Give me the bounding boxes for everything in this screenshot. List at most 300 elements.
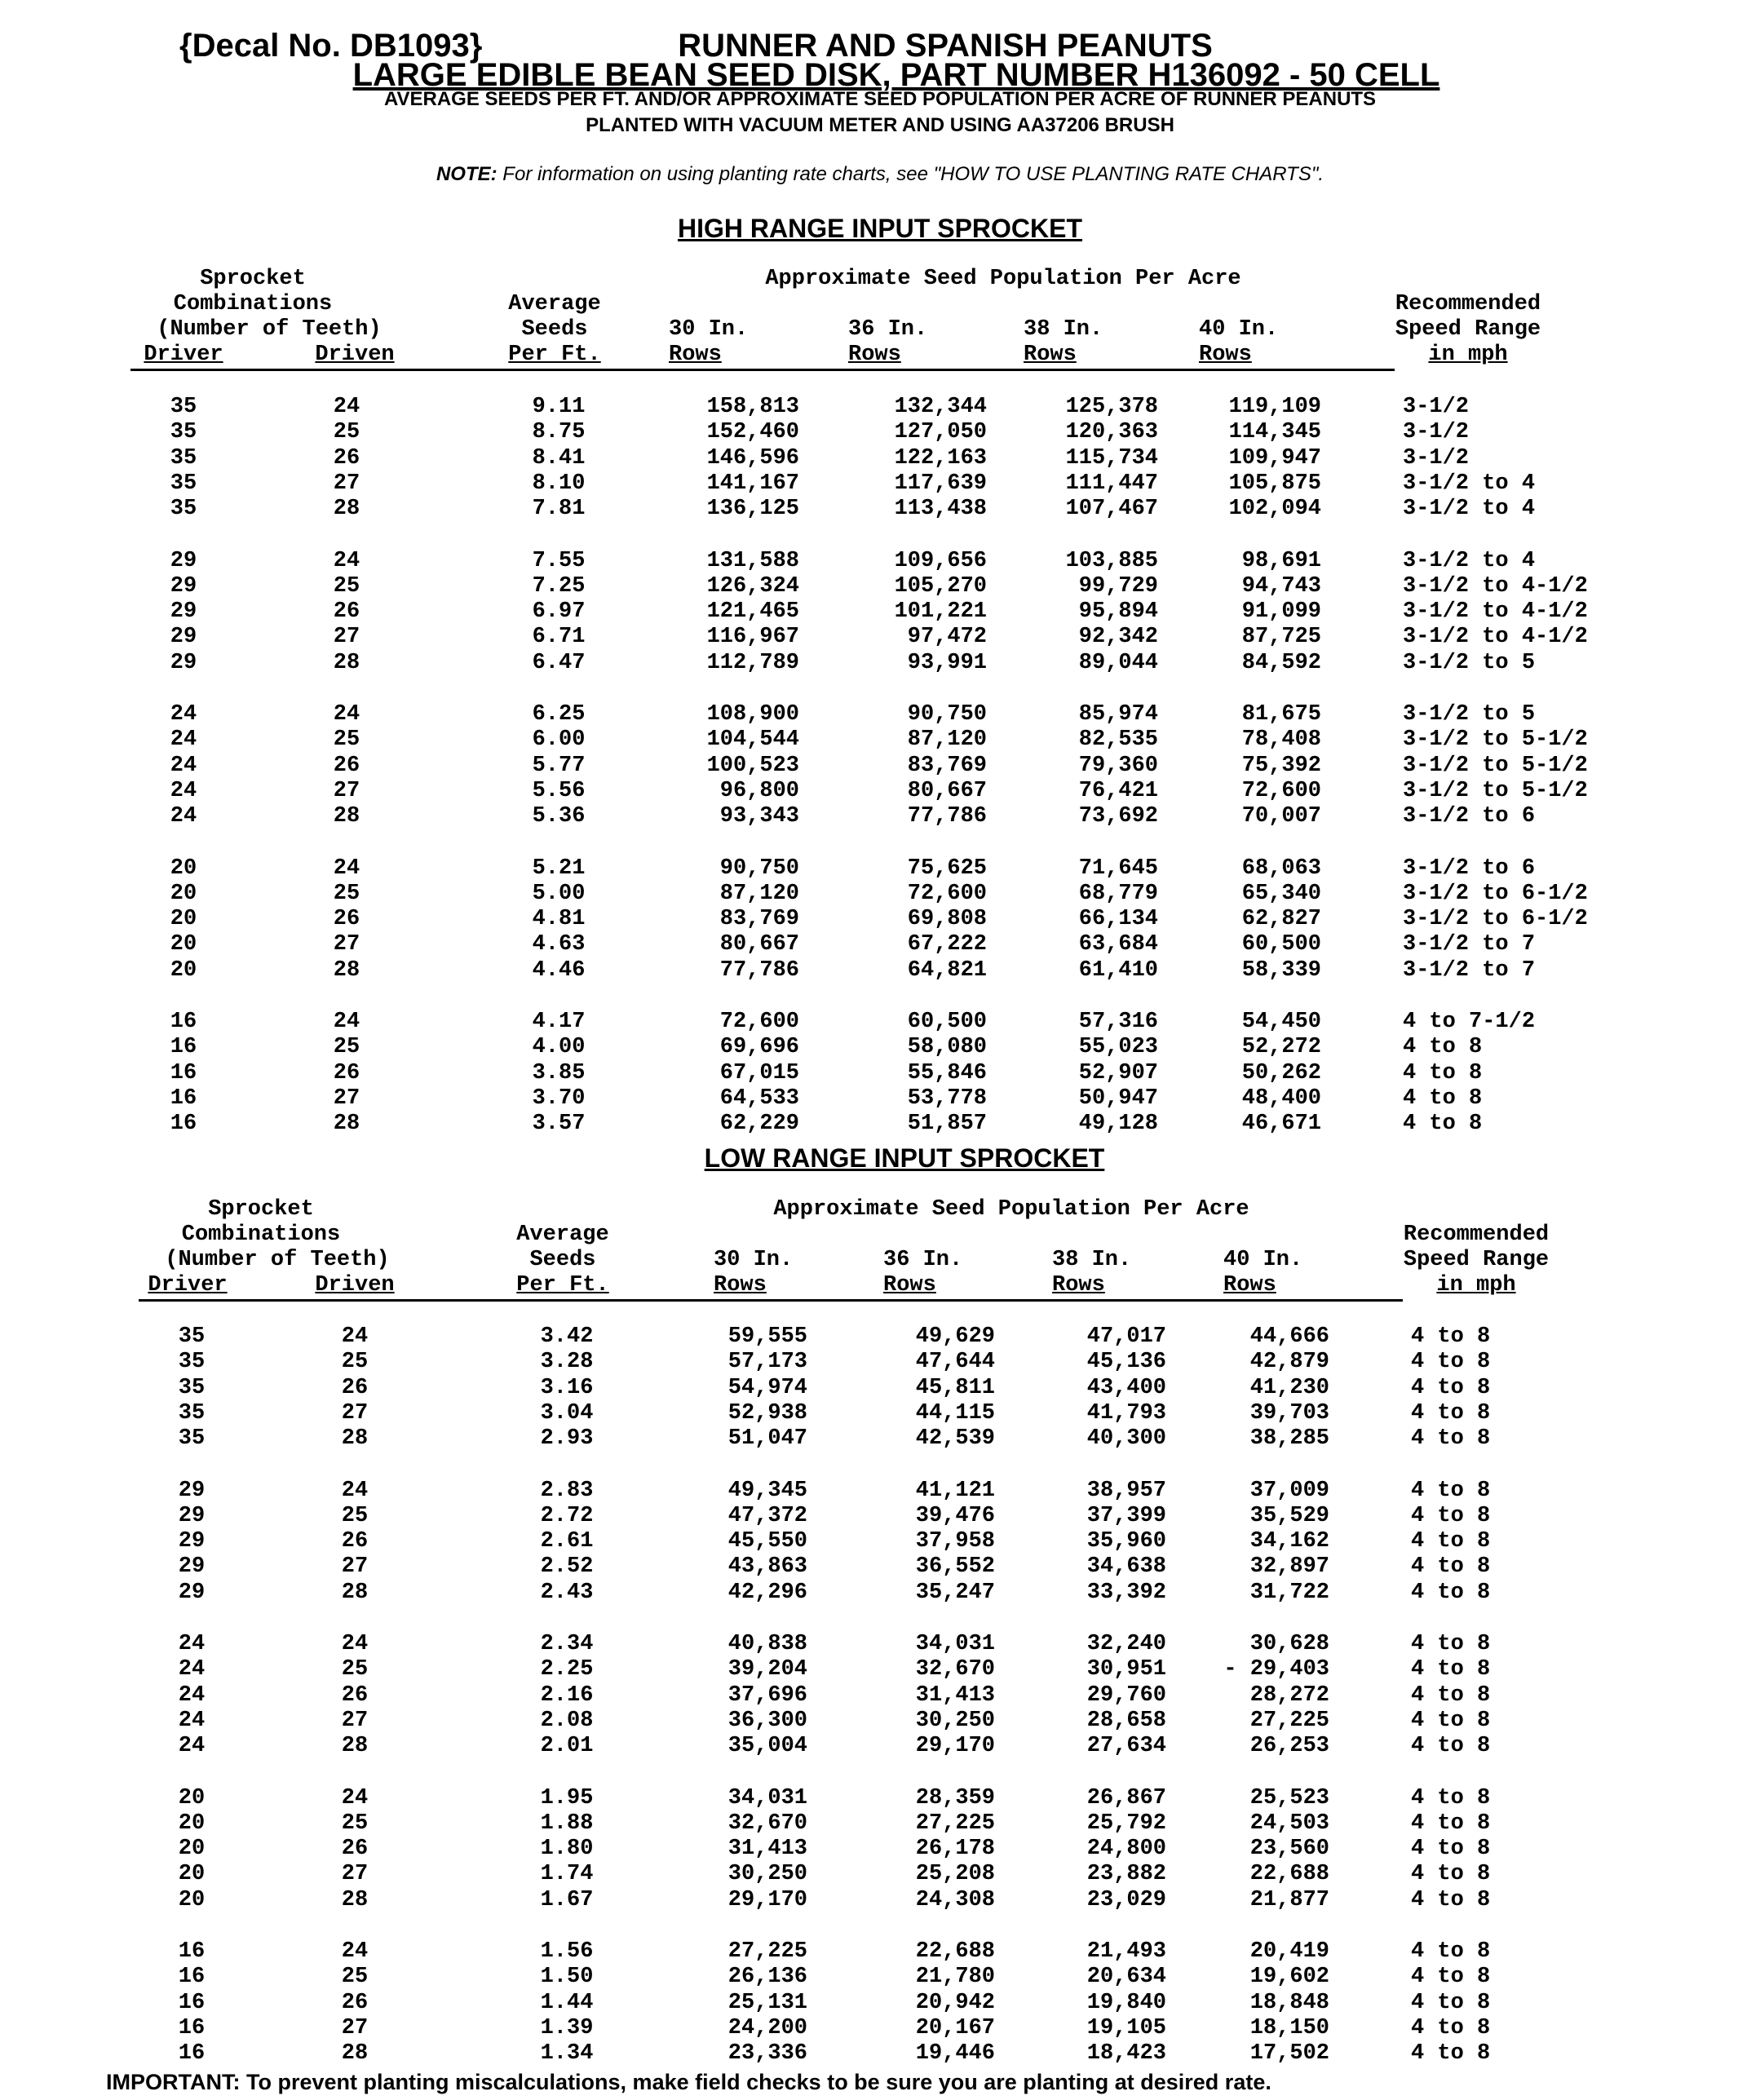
avg-seeds-cell: 4.81 xyxy=(532,907,586,932)
avg-seeds-cell: 5.77 xyxy=(532,753,586,778)
pop-36-cell: 42,539 xyxy=(915,1426,995,1452)
driver-cell: 16 xyxy=(170,1010,197,1034)
pop-38-cell: 103,885 xyxy=(1065,548,1158,573)
speed-range-cell: 4 to 8 xyxy=(1411,1734,1491,1759)
speed-range-cell: 4 to 8 xyxy=(1411,1785,1491,1810)
pop-30-cell: 42,296 xyxy=(727,1580,807,1605)
driver-cell: 24 xyxy=(170,778,197,803)
driven-cell: 28 xyxy=(341,1734,369,1759)
high-range-title: HIGH RANGE INPUT SPROCKET xyxy=(677,214,1083,243)
average-label: Average xyxy=(516,1222,609,1247)
pop-38-cell: 71,645 xyxy=(1078,855,1158,881)
pop-38-cell: 68,779 xyxy=(1078,881,1158,906)
pop-38-cell: 61,410 xyxy=(1078,957,1158,983)
table-row xyxy=(8,1888,1760,1913)
pop-38-cell: 24,800 xyxy=(1086,1837,1166,1862)
pop-36-cell: 19,446 xyxy=(915,2041,995,2067)
rows-38-label: Rows xyxy=(1024,343,1077,367)
teeth-label: (Number of Teeth) xyxy=(165,1248,390,1272)
pop-40-cell: - 29,403 xyxy=(1223,1657,1329,1682)
avg-seeds-cell: 1.34 xyxy=(540,2041,594,2067)
driven-cell: 24 xyxy=(341,1324,369,1349)
pop-38-cell: 55,023 xyxy=(1078,1035,1158,1060)
driver-cell: 16 xyxy=(170,1035,197,1060)
driver-cell: 35 xyxy=(170,497,197,522)
table-row xyxy=(8,1965,1760,1990)
table-row xyxy=(0,727,1760,753)
table-row xyxy=(0,932,1760,957)
rows-40-label: Rows xyxy=(1199,343,1252,367)
row-30-label: 30 In. xyxy=(669,317,749,342)
row-36-label: 36 In. xyxy=(883,1248,963,1272)
pop-40-cell: 35,529 xyxy=(1249,1503,1329,1528)
avg-seeds-cell: 1.56 xyxy=(540,1939,594,1964)
driver-cell: 29 xyxy=(170,599,197,625)
pop-36-cell: 53,778 xyxy=(907,1085,987,1111)
avg-seeds-cell: 2.08 xyxy=(540,1708,594,1733)
table-row xyxy=(8,1529,1760,1554)
driver-cell: 20 xyxy=(170,932,197,957)
driven-cell: 26 xyxy=(333,753,360,778)
pop-36-cell: 127,050 xyxy=(894,420,987,445)
pop-40-cell: 50,262 xyxy=(1241,1060,1321,1085)
pop-38-cell: 29,760 xyxy=(1086,1682,1166,1708)
pop-36-cell: 77,786 xyxy=(907,804,987,829)
driven-cell: 25 xyxy=(333,420,360,445)
pop-40-cell: 19,602 xyxy=(1249,1965,1329,1990)
pop-38-cell: 19,105 xyxy=(1086,2015,1166,2040)
row-38-label: 38 In. xyxy=(1052,1248,1132,1272)
driver-cell: 20 xyxy=(178,1887,206,1912)
table-row xyxy=(8,1479,1760,1504)
avg-seeds-cell: 2.72 xyxy=(540,1503,594,1528)
driver-cell: 20 xyxy=(170,881,197,906)
table-row xyxy=(8,1426,1760,1452)
avg-seeds-cell: 6.25 xyxy=(532,702,586,727)
rows-36-label: Rows xyxy=(883,1273,936,1298)
pop-30-cell: 108,900 xyxy=(706,702,799,727)
speed-range-cell: 3-1/2 to 5-1/2 xyxy=(1403,753,1588,778)
pop-30-cell: 141,167 xyxy=(706,471,799,496)
table-row xyxy=(8,1786,1760,1811)
avg-seeds-cell: 2.52 xyxy=(540,1554,594,1580)
pop-40-cell: 25,523 xyxy=(1249,1785,1329,1810)
driver-cell: 29 xyxy=(170,548,197,573)
avg-seeds-cell: 5.36 xyxy=(532,804,586,829)
avg-seeds-cell: 7.55 xyxy=(532,548,586,573)
pop-40-cell: 119,109 xyxy=(1228,395,1321,419)
driver-cell: 35 xyxy=(170,471,197,496)
driver-cell: 29 xyxy=(170,573,197,599)
pop-36-cell: 32,670 xyxy=(915,1657,995,1682)
avg-seeds-cell: 1.74 xyxy=(540,1862,594,1887)
low-range-title: LOW RANGE INPUT SPROCKET xyxy=(704,1143,1105,1173)
pop-38-cell: 41,793 xyxy=(1086,1400,1166,1426)
speed-range-cell: 3-1/2 to 5 xyxy=(1403,650,1536,675)
pop-40-cell: 37,009 xyxy=(1249,1478,1329,1503)
driven-cell: 28 xyxy=(333,497,360,522)
speed-range-cell: 3-1/2 to 6 xyxy=(1403,804,1536,829)
avg-seeds-cell: 2.01 xyxy=(540,1734,594,1759)
pop-38-cell: 57,316 xyxy=(1078,1010,1158,1034)
speed-range-cell: 4 to 8 xyxy=(1411,1682,1491,1708)
pop-30-cell: 40,838 xyxy=(727,1632,807,1656)
pop-36-cell: 22,688 xyxy=(915,1939,995,1964)
avg-seeds-cell: 1.44 xyxy=(540,1990,594,2015)
pop-38-cell: 20,634 xyxy=(1086,1965,1166,1990)
speed-range-cell: 4 to 8 xyxy=(1411,1810,1491,1836)
speed-range-cell: 4 to 8 xyxy=(1411,1990,1491,2015)
driven-cell: 24 xyxy=(341,1785,369,1810)
pop-40-cell: 30,628 xyxy=(1249,1632,1329,1656)
table-row xyxy=(8,2016,1760,2041)
pop-36-cell: 58,080 xyxy=(907,1035,987,1060)
driver-cell: 35 xyxy=(170,445,197,471)
driven-cell: 24 xyxy=(333,395,360,419)
pop-30-cell: 32,670 xyxy=(727,1810,807,1836)
pop-30-cell: 29,170 xyxy=(727,1887,807,1912)
seeds-label: Seeds xyxy=(529,1248,596,1272)
pop-40-cell: 65,340 xyxy=(1241,881,1321,906)
driver-cell: 35 xyxy=(170,395,197,419)
driver-cell: 24 xyxy=(170,702,197,727)
pop-40-cell: 94,743 xyxy=(1241,573,1321,599)
avg-seeds-cell: 2.34 xyxy=(540,1632,594,1656)
avg-seeds-cell: 4.17 xyxy=(532,1010,586,1034)
avg-seeds-cell: 2.43 xyxy=(540,1580,594,1605)
driver-cell: 29 xyxy=(178,1554,206,1580)
row-40-label: 40 In. xyxy=(1199,317,1279,342)
driven-label: Driven xyxy=(315,1273,395,1298)
driven-cell: 26 xyxy=(333,599,360,625)
table-row xyxy=(0,395,1760,420)
pop-36-cell: 72,600 xyxy=(907,881,987,906)
pop-30-cell: 93,343 xyxy=(719,804,799,829)
pop-38-cell: 18,423 xyxy=(1086,2041,1166,2067)
pop-30-cell: 23,336 xyxy=(727,2041,807,2067)
pop-30-cell: 152,460 xyxy=(706,420,799,445)
speed-range-cell: 3-1/2 to 4-1/2 xyxy=(1403,625,1588,650)
pop-40-cell: 27,225 xyxy=(1249,1708,1329,1733)
driver-cell: 24 xyxy=(178,1657,206,1682)
table-row xyxy=(8,1554,1760,1580)
driven-cell: 24 xyxy=(341,1939,369,1964)
speed-range-cell: 3-1/2 to 6 xyxy=(1403,855,1536,881)
pop-30-cell: 27,225 xyxy=(727,1939,807,1964)
pop-40-cell: 81,675 xyxy=(1241,702,1321,727)
driven-cell: 25 xyxy=(341,1503,369,1528)
avg-seeds-cell: 8.10 xyxy=(532,471,586,496)
driver-cell: 29 xyxy=(178,1580,206,1605)
driver-cell: 24 xyxy=(178,1734,206,1759)
recommended-label: Recommended xyxy=(1403,1222,1550,1247)
table-row xyxy=(0,1035,1760,1060)
speed-range-cell: 4 to 7-1/2 xyxy=(1403,1010,1536,1034)
table-row xyxy=(8,1581,1760,1606)
speed-range-cell: 4 to 8 xyxy=(1411,1837,1491,1862)
pop-40-cell: 18,150 xyxy=(1249,2015,1329,2040)
pop-38-cell: 32,240 xyxy=(1086,1632,1166,1656)
table-row xyxy=(0,779,1760,804)
pop-36-cell: 47,644 xyxy=(915,1350,995,1375)
pop-30-cell: 43,863 xyxy=(727,1554,807,1580)
speed-range-label: Speed Range xyxy=(1395,317,1541,342)
pop-30-cell: 34,031 xyxy=(727,1785,807,1810)
pop-30-cell: 158,813 xyxy=(706,395,799,419)
avg-seeds-cell: 2.93 xyxy=(540,1426,594,1452)
driven-cell: 27 xyxy=(333,1085,360,1111)
pop-30-cell: 47,372 xyxy=(727,1503,807,1528)
driver-cell: 20 xyxy=(178,1837,206,1862)
pop-36-cell: 60,500 xyxy=(907,1010,987,1034)
pop-40-cell: 34,162 xyxy=(1249,1529,1329,1554)
driven-cell: 25 xyxy=(333,881,360,906)
pop-38-cell: 45,136 xyxy=(1086,1350,1166,1375)
speed-range-cell: 3-1/2 to 5 xyxy=(1403,702,1536,727)
pop-38-cell: 27,634 xyxy=(1086,1734,1166,1759)
mph-label: in mph xyxy=(1428,343,1508,367)
pop-30-cell: 116,967 xyxy=(706,625,799,650)
driven-cell: 28 xyxy=(341,1580,369,1605)
driver-cell: 20 xyxy=(178,1810,206,1836)
avg-seeds-cell: 6.00 xyxy=(532,727,586,753)
description-line-1: AVERAGE SEEDS PER FT. AND/OR APPROXIMATE SEED POPULATION PER ACRE OF RUNNER PEANUTS xyxy=(383,88,1377,110)
pop-36-cell: 90,750 xyxy=(907,702,987,727)
high-header-rule xyxy=(130,369,1395,371)
pop-36-cell: 20,942 xyxy=(915,1990,995,2015)
avg-seeds-cell: 3.57 xyxy=(532,1112,586,1137)
speed-range-label: Speed Range xyxy=(1403,1248,1550,1272)
pop-30-cell: 52,938 xyxy=(727,1400,807,1426)
driven-cell: 25 xyxy=(341,1657,369,1682)
avg-seeds-cell: 4.63 xyxy=(532,932,586,957)
pop-40-cell: 28,272 xyxy=(1249,1682,1329,1708)
table-row xyxy=(0,754,1760,779)
avg-seeds-cell: 1.67 xyxy=(540,1887,594,1912)
pop-36-cell: 35,247 xyxy=(915,1580,995,1605)
speed-range-cell: 4 to 8 xyxy=(1411,1887,1491,1912)
driver-cell: 35 xyxy=(170,420,197,445)
pop-36-cell: 49,629 xyxy=(915,1324,995,1349)
avg-seeds-cell: 1.39 xyxy=(540,2015,594,2040)
pop-36-cell: 39,476 xyxy=(915,1503,995,1528)
pop-40-cell: 78,408 xyxy=(1241,727,1321,753)
speed-range-cell: 3-1/2 to 4 xyxy=(1403,471,1536,496)
pop-40-cell: 105,875 xyxy=(1228,471,1321,496)
speed-range-cell: 3-1/2 to 7 xyxy=(1403,957,1536,983)
driven-cell: 26 xyxy=(341,1529,369,1554)
pop-40-cell: 20,419 xyxy=(1249,1939,1329,1964)
rows-30-label: Rows xyxy=(669,343,722,367)
driver-cell: 24 xyxy=(178,1632,206,1656)
table-row xyxy=(0,958,1760,984)
pop-38-cell: 47,017 xyxy=(1086,1324,1166,1349)
table-row xyxy=(8,1632,1760,1657)
driven-cell: 27 xyxy=(333,932,360,957)
pop-30-cell: 104,544 xyxy=(706,727,799,753)
sprocket-label: Sprocket xyxy=(200,267,306,291)
table-row xyxy=(8,1991,1760,2016)
pop-40-cell: 48,400 xyxy=(1241,1085,1321,1111)
pop-40-cell: 72,600 xyxy=(1241,778,1321,803)
speed-range-cell: 3-1/2 to 4-1/2 xyxy=(1403,573,1588,599)
pop-38-cell: 66,134 xyxy=(1078,907,1158,932)
driven-cell: 27 xyxy=(341,1554,369,1580)
table-row xyxy=(0,471,1760,497)
driven-cell: 27 xyxy=(341,1862,369,1887)
table-row xyxy=(0,497,1760,522)
pop-38-cell: 38,957 xyxy=(1086,1478,1166,1503)
speed-range-cell: 3-1/2 to 6-1/2 xyxy=(1403,881,1588,906)
pop-40-cell: 42,879 xyxy=(1249,1350,1329,1375)
pop-38-cell: 125,378 xyxy=(1065,395,1158,419)
pop-30-cell: 45,550 xyxy=(727,1529,807,1554)
table-row xyxy=(8,1324,1760,1350)
avg-seeds-cell: 1.95 xyxy=(540,1785,594,1810)
table-row xyxy=(0,651,1760,676)
pop-38-cell: 26,867 xyxy=(1086,1785,1166,1810)
speed-range-cell: 4 to 8 xyxy=(1411,1400,1491,1426)
pop-38-cell: 85,974 xyxy=(1078,702,1158,727)
pop-40-cell: 114,345 xyxy=(1228,420,1321,445)
driver-cell: 20 xyxy=(170,907,197,932)
row-40-label: 40 In. xyxy=(1223,1248,1303,1272)
table-row xyxy=(8,1709,1760,1734)
avg-seeds-cell: 9.11 xyxy=(532,395,586,419)
rows-38-label: Rows xyxy=(1052,1273,1105,1298)
driver-cell: 35 xyxy=(178,1350,206,1375)
avg-seeds-cell: 8.75 xyxy=(532,420,586,445)
table-row xyxy=(8,1734,1760,1759)
speed-range-cell: 3-1/2 to 4-1/2 xyxy=(1403,599,1588,625)
driven-cell: 25 xyxy=(341,1350,369,1375)
pop-30-cell: 25,131 xyxy=(727,1990,807,2015)
table-row xyxy=(0,420,1760,445)
driver-cell: 24 xyxy=(178,1682,206,1708)
pop-38-cell: 25,792 xyxy=(1086,1810,1166,1836)
driven-cell: 26 xyxy=(341,1837,369,1862)
pop-30-cell: 100,523 xyxy=(706,753,799,778)
driver-cell: 20 xyxy=(170,957,197,983)
pop-38-cell: 28,658 xyxy=(1086,1708,1166,1733)
pop-40-cell: 32,897 xyxy=(1249,1554,1329,1580)
speed-range-cell: 4 to 8 xyxy=(1411,1554,1491,1580)
pop-36-cell: 64,821 xyxy=(907,957,987,983)
pop-40-cell: 98,691 xyxy=(1241,548,1321,573)
speed-range-cell: 3-1/2 xyxy=(1403,395,1470,419)
pop-30-cell: 51,047 xyxy=(727,1426,807,1452)
driven-cell: 26 xyxy=(341,1990,369,2015)
driver-cell: 24 xyxy=(170,753,197,778)
decal-number: {Decal No. DB1093} xyxy=(179,28,483,64)
pop-36-cell: 87,120 xyxy=(907,727,987,753)
table-row xyxy=(8,1376,1760,1401)
pop-38-cell: 43,400 xyxy=(1086,1375,1166,1400)
pop-40-cell: 31,722 xyxy=(1249,1580,1329,1605)
rows-30-label: Rows xyxy=(714,1273,767,1298)
pop-38-cell: 40,300 xyxy=(1086,1426,1166,1452)
speed-range-cell: 4 to 8 xyxy=(1411,1939,1491,1964)
driver-cell: 16 xyxy=(178,1965,206,1990)
driven-cell: 25 xyxy=(333,1035,360,1060)
pop-30-cell: 24,200 xyxy=(727,2015,807,2040)
page-subtitle: LARGE EDIBLE BEAN SEED DISK, PART NUMBER H136092 - 50 CELL xyxy=(352,57,1440,93)
pop-30-cell: 31,413 xyxy=(727,1837,807,1862)
driver-cell: 16 xyxy=(170,1060,197,1085)
pop-36-cell: 31,413 xyxy=(915,1682,995,1708)
pop-36-cell: 21,780 xyxy=(915,1965,995,1990)
avg-seeds-cell: 7.81 xyxy=(532,497,586,522)
note-text: For information on using planting rate charts, see "HOW TO USE PLANTING RATE CHARTS". xyxy=(497,163,1324,185)
speed-range-cell: 4 to 8 xyxy=(1411,1478,1491,1503)
avg-seeds-cell: 4.00 xyxy=(532,1035,586,1060)
pop-30-cell: 57,173 xyxy=(727,1350,807,1375)
pop-30-cell: 26,136 xyxy=(727,1965,807,1990)
pop-38-cell: 50,947 xyxy=(1078,1085,1158,1111)
driven-cell: 24 xyxy=(333,1010,360,1034)
pop-30-cell: 37,696 xyxy=(727,1682,807,1708)
row-30-label: 30 In. xyxy=(714,1248,794,1272)
driver-cell: 24 xyxy=(170,804,197,829)
driven-cell: 26 xyxy=(341,1682,369,1708)
pop-38-cell: 89,044 xyxy=(1078,650,1158,675)
speed-range-cell: 4 to 8 xyxy=(1403,1035,1483,1060)
pop-36-cell: 93,991 xyxy=(907,650,987,675)
pop-40-cell: 18,848 xyxy=(1249,1990,1329,2015)
pop-38-cell: 30,951 xyxy=(1086,1657,1166,1682)
pop-38-cell: 82,535 xyxy=(1078,727,1158,753)
pop-38-cell: 73,692 xyxy=(1078,804,1158,829)
driver-cell: 16 xyxy=(178,1939,206,1964)
pop-40-cell: 46,671 xyxy=(1241,1112,1321,1137)
driver-cell: 20 xyxy=(170,855,197,881)
pop-30-cell: 67,015 xyxy=(719,1060,799,1085)
pop-38-cell: 115,734 xyxy=(1065,445,1158,471)
speed-range-cell: 4 to 8 xyxy=(1403,1112,1483,1137)
pop-40-cell: 23,560 xyxy=(1249,1837,1329,1862)
pop-36-cell: 51,857 xyxy=(907,1112,987,1137)
pop-40-cell: 39,703 xyxy=(1249,1400,1329,1426)
speed-range-cell: 4 to 8 xyxy=(1411,1708,1491,1733)
driver-label: Driver xyxy=(148,1273,228,1298)
table-row xyxy=(8,1939,1760,1965)
pop-36-cell: 24,308 xyxy=(915,1887,995,1912)
pop-38-cell: 34,638 xyxy=(1086,1554,1166,1580)
pop-40-cell: 109,947 xyxy=(1228,445,1321,471)
pop-36-cell: 67,222 xyxy=(907,932,987,957)
pop-38-cell: 63,684 xyxy=(1078,932,1158,957)
table-row xyxy=(0,882,1760,907)
driven-cell: 26 xyxy=(341,1375,369,1400)
pop-36-cell: 83,769 xyxy=(907,753,987,778)
driver-cell: 16 xyxy=(178,1990,206,2015)
table-row xyxy=(8,1401,1760,1426)
pop-30-cell: 62,229 xyxy=(719,1112,799,1137)
table-row xyxy=(0,702,1760,727)
pop-30-cell: 72,600 xyxy=(719,1010,799,1034)
pop-36-cell: 26,178 xyxy=(915,1837,995,1862)
pop-40-cell: 68,063 xyxy=(1241,855,1321,881)
pop-30-cell: 59,555 xyxy=(727,1324,807,1349)
table-row xyxy=(8,2041,1760,2067)
pop-36-cell: 27,225 xyxy=(915,1810,995,1836)
avg-seeds-cell: 3.70 xyxy=(532,1085,586,1111)
avg-seeds-cell: 3.04 xyxy=(540,1400,594,1426)
table-row xyxy=(0,549,1760,574)
pop-30-cell: 136,125 xyxy=(706,497,799,522)
speed-range-cell: 4 to 8 xyxy=(1411,1580,1491,1605)
population-label: Approximate Seed Population Per Acre xyxy=(773,1197,1249,1222)
